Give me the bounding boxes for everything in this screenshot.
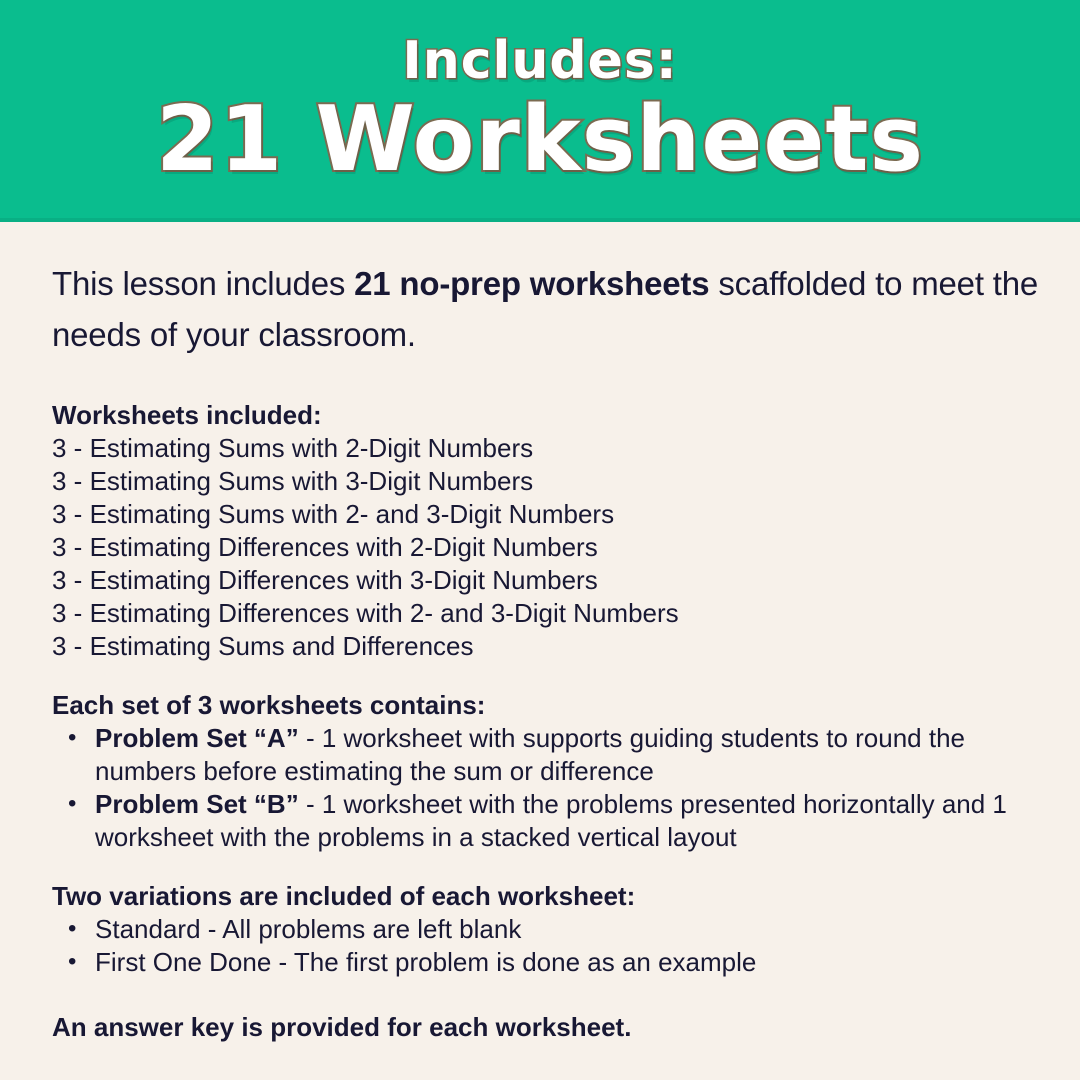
list-item [52,946,1044,979]
problem-set-b-label: Problem Set “B” [95,788,299,819]
intro-text-bold: 21 no-prep worksheets [354,265,710,302]
worksheets-included-heading: Worksheets included: [52,399,322,430]
variations-list [52,913,1044,979]
variation-standard-text: Standard - All problems are left blank [95,913,522,944]
list-item [52,722,1044,788]
set-contents-list [52,722,1044,854]
list-item: 3 - Estimating Sums with 3-Digit Numbers [52,465,534,496]
list-item: 3 - Estimating Sums and Differences [52,630,474,661]
list-item: 3 - Estimating Differences with 2-Digit Numbers [52,531,598,562]
list-item: 3 - Estimating Differences with 3-Digit Numbers [52,564,598,595]
problem-set-b-description: - 1 worksheet with the problems presented horizontally and 1 worksheet with the problems in a stacked vertical layout [95,788,1007,852]
list-item: 3 - Estimating Sums with 2-Digit Numbers [52,432,534,463]
bullet-icon: • [68,789,77,817]
body-content [0,222,1080,1044]
answer-key-note: An answer key is provided for each worksheet. [52,1011,632,1042]
problem-set-a-description: - 1 worksheet with supports guiding students to round the numbers before estimating the sum or difference [95,722,965,786]
worksheets-included-list [52,432,1044,663]
section-set-contents [52,689,1044,854]
bullet-icon: • [68,914,77,942]
list-item [52,913,1044,946]
variations-heading: Two variations are included of each worksheet: [52,880,636,911]
problem-set-a-label: Problem Set “A” [95,722,299,753]
bullet-icon: • [68,723,77,751]
header-includes-text: Includes: [402,31,678,92]
variation-first-one-done-text: First One Done - The first problem is done as an example [95,946,757,977]
list-item [52,788,1044,854]
intro-text-start: This lesson includes [52,265,355,302]
bullet-icon: • [68,947,77,975]
section-variations [52,880,1044,979]
list-item: 3 - Estimating Sums with 2- and 3-Digit Numbers [52,498,615,529]
intro-text-end: scaffolded to meet the needs of your classroom. [52,265,1039,354]
list-item: 3 - Estimating Differences with 2- and 3-Digit Numbers [52,597,679,628]
header-worksheet-count-text: 21 Worksheets [155,87,925,193]
section-worksheets-included [52,399,1044,663]
header-banner [0,0,1080,222]
set-contents-heading: Each set of 3 worksheets contains: [52,689,486,720]
intro-paragraph [52,258,1042,361]
